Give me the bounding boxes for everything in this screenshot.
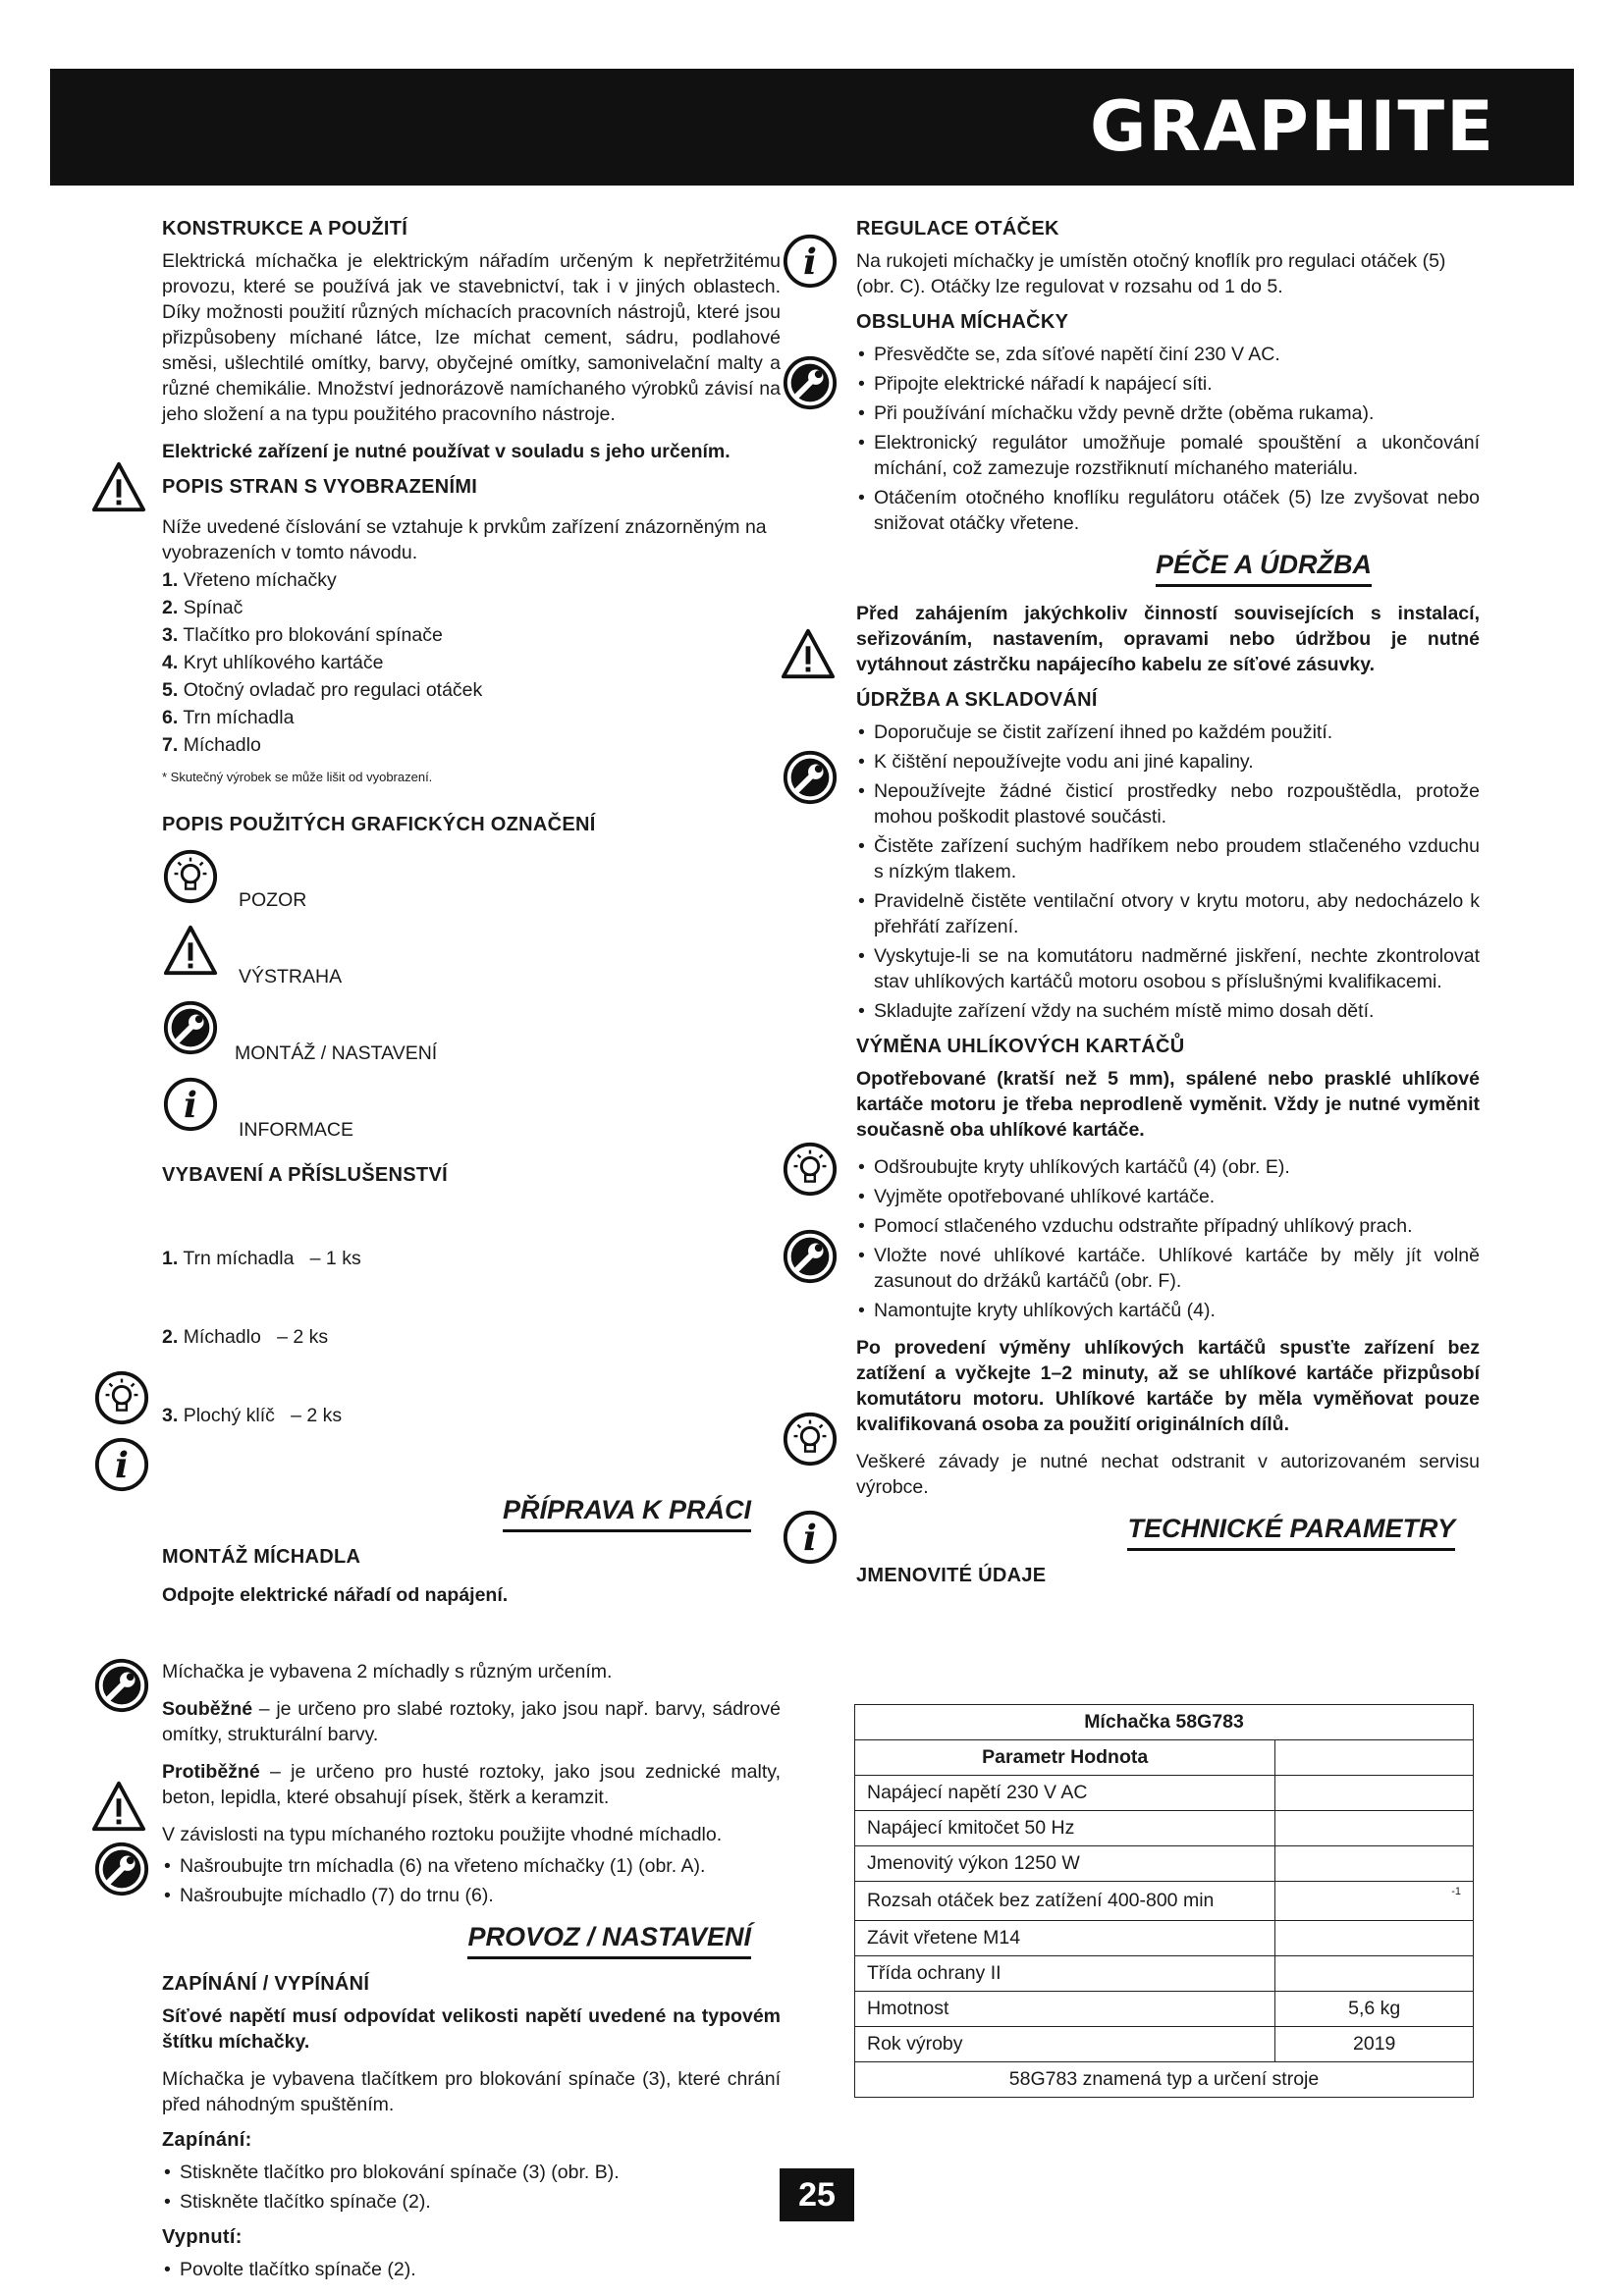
montaz-steps — [162, 1853, 781, 1908]
regulace-body: Na rukojeti míchačky je umístěn otočný knoflík pro regulaci otáček (5) (obr. C). Otáčky lze regulovat v rozsahu od 1 do 5. — [856, 250, 1446, 297]
list-item: • Povolte tlačítko spínače (2). — [162, 2257, 781, 2282]
vymena-after: Po provedení výměny uhlíkových kartáčů spusťte zařízení bez zatížení a vyčkejte 1–2 minuty, až se uhlíkové kartáče přizpůsobí komutátoru motoru. Uhlíkové kartáče by měla vyměňovat pouze kvalifikovaná osoba za použití originálních dílů. — [856, 1337, 1480, 1435]
page-number: 25 — [780, 2168, 854, 2221]
list-item: 5. Otočný ovladač pro regulaci otáček — [162, 679, 483, 701]
wrench-icon — [782, 749, 839, 806]
wrench-icon — [782, 1228, 839, 1285]
list-item: 4. Kryt uhlíkového kartáče — [162, 652, 384, 673]
list-item: • Pravidelně čistěte ventilační otvory v krytu motoru, aby nedocházelo k přehřátí zařízení. — [856, 888, 1480, 939]
table-row: Napájecí kmitočet 50 Hz — [855, 1811, 1474, 1846]
list-item: 6. Trn míchadla — [162, 707, 295, 728]
table-param-header: Parametr Hodnota — [855, 1740, 1275, 1776]
udrzba-list — [856, 720, 1480, 1024]
lock-text: Míchačka je vybavena tlačítkem pro blokování spínače (3), které chrání před náhodným spuštěním. — [162, 2068, 781, 2115]
zapinani-heading: ZAPÍNÁNÍ / VYPÍNÁNÍ — [162, 1973, 370, 1995]
vybaveni-list — [162, 1195, 781, 1481]
montaz-heading: MONTÁŽ MÍCHADLA — [162, 1546, 361, 1568]
list-item: • Vložte nové uhlíkové kartáče. Uhlíkové kartáče by měly jít volně zasunout do držáků kartáčů (obr. F). — [856, 1243, 1480, 1294]
table-row: Závit vřetene M14 — [855, 1921, 1474, 1956]
voltage-warning: Síťové napětí musí odpovídat velikosti napětí uvedené na typovém štítku míchačky. — [162, 2005, 781, 2053]
table-row: Jmenovitý výkon 1250 W — [855, 1846, 1474, 1882]
list-item: 7. Míchadlo — [162, 734, 261, 756]
left-column — [162, 218, 781, 2294]
brand-logo: GRAPHITE — [1089, 86, 1495, 167]
list-item: • Otáčením otočného knoflíku regulátoru otáček (5) lze zvyšovat nebo snižovat otáčky vřetene. — [856, 485, 1480, 536]
obsluha-list — [856, 342, 1480, 536]
list-item: 3. Plochý klíč – 2 ks — [162, 1405, 343, 1426]
symbol-vystraha-label: VÝSTRAHA — [239, 966, 343, 988]
warning-icon — [90, 1779, 147, 1836]
pece-title: PÉČE A ÚDRŽBA — [1156, 550, 1372, 587]
info-icon — [782, 1509, 839, 1566]
table-cell — [1275, 1740, 1474, 1776]
table-row: Rok výroby 2019 — [855, 2027, 1474, 2062]
table-row: Hmotnost 5,6 kg — [855, 1992, 1474, 2027]
tech-params-table — [854, 1704, 1474, 2098]
off-steps — [162, 2257, 781, 2282]
priprava-title: PŘÍPRAVA K PRÁCI — [503, 1495, 751, 1532]
disconnect-warning: Odpojte elektrické nářadí od napájení. — [162, 1584, 509, 1606]
konstrukce-warning: Elektrické zařízení je nutné používat v souladu s jeho určením. — [162, 441, 731, 462]
bulb-icon — [782, 1411, 839, 1468]
symbol-montaz-label: MONTÁŽ / NASTAVENÍ — [235, 1042, 438, 1064]
list-item: 2. Míchadlo – 2 ks — [162, 1326, 329, 1348]
table-row: Napájecí napětí 230 V AC — [855, 1776, 1474, 1811]
list-item: • Vyskytuje-li se na komutátoru nadměrné jiskření, nechte zkontrolovat stav uhlíkových kartáčů motoru osobou s příslušnými kvalifikacemi. — [856, 943, 1480, 994]
regulace-heading: REGULACE OTÁČEK — [856, 218, 1059, 240]
list-item: • Přesvědčte se, zda síťové napětí činí 230 V AC. — [856, 342, 1480, 367]
symbol-informace-label: INFORMACE — [239, 1119, 353, 1141]
list-item: • Pomocí stlačeného vzduchu odstraňte případný uhlíkový prach. — [856, 1213, 1480, 1239]
vymena-service: Veškeré závady je nutné nechat odstranit v autorizovaném servisu výrobce. — [856, 1451, 1480, 1498]
konstrukce-heading: KONSTRUKCE A POUŽITÍ — [162, 218, 408, 240]
wrench-icon — [782, 354, 839, 411]
list-item: 3. Tlačítko pro blokování spínače — [162, 624, 443, 646]
table-row: Rozsah otáček bez zatížení 400-800 min -1 — [855, 1882, 1474, 1921]
table-row: Třída ochrany II — [855, 1956, 1474, 1992]
info-icon — [162, 1076, 219, 1133]
list-item: • K čištění nepoužívejte vodu ani jiné kapaliny. — [856, 749, 1480, 774]
on-steps — [162, 2160, 781, 2215]
warning-icon — [780, 626, 837, 683]
list-item: • Nepoužívejte žádné čisticí prostředky nebo rozpouštědla, protože mohou poškodit plastové součásti. — [856, 778, 1480, 829]
wrench-icon — [93, 1841, 150, 1897]
warning-icon — [90, 459, 147, 516]
list-item: • Odšroubujte kryty uhlíkových kartáčů (4) (obr. E). — [856, 1154, 1480, 1180]
off-label: Vypnutí: — [162, 2226, 243, 2248]
list-item: • Stiskněte tlačítko spínače (2). — [162, 2189, 781, 2215]
vymena-heading: VÝMĚNA UHLÍKOVÝCH KARTÁČŮ — [856, 1036, 1185, 1057]
konstrukce-body: Elektrická míchačka je elektrickým nářadím určeným k nepřetržitému provozu, které se používá jak ve stavebnictví, tak i v jiných oblastech. Díky možnosti použití různých míchacích pracovních nástrojů, které jsou přizpůsobeny míchané látce, lze míchat cement, sádru, podlahové směsi, ušlechtilé omítky, barvy, obyčejné omítky, samonivelační malty a různé chemikálie. Množství jednorázově namíchaného výrobků závisí na jeho složení a na typu použitého pracovního nástroje. — [162, 250, 781, 425]
symbols-heading: POPIS POUŽITÝCH GRAFICKÝCH OZNAČENÍ — [162, 814, 596, 835]
list-item: • Stiskněte tlačítko pro blokování spínače (3) (obr. B). — [162, 2160, 781, 2185]
header-bar — [50, 69, 1574, 186]
table-footer: 58G783 znamená typ a určení stroje — [855, 2062, 1474, 2098]
pece-warning: Před zahájením jakýchkoliv činností souvisejících s instalací, seřizováním, nastavením, opravami nebo údržbou je nutné vytáhnout zástrčku napájecího kabelu ze síťové zásuvky. — [856, 603, 1480, 675]
list-item: • Čistěte zařízení suchým hadříkem nebo proudem stlačeného vzduchu s nízkým tlakem. — [856, 833, 1480, 884]
list-item: • Našroubujte trn míchadla (6) na vřeteno míchačky (1) (obr. A). — [162, 1853, 781, 1879]
list-item: 1. Trn míchadla – 1 ks — [162, 1248, 361, 1269]
list-item: 2. Spínač — [162, 597, 244, 618]
list-item: • Elektronický regulátor umožňuje pomalé spouštění a ukončování míchání, což zamezuje rozstřiknutí míchaného materiálu. — [856, 430, 1480, 481]
list-item: • Připojte elektrické nářadí k napájecí síti. — [856, 371, 1480, 397]
list-item: • Doporučuje se čistit zařízení ihned po každém použití. — [856, 720, 1480, 745]
vymena-warning: Opotřebované (kratší než 5 mm), spálené nebo prasklé uhlíkové kartáče motoru je třeba neprodleně vyměnit. Vždy je nutné vyměnit současně oba uhlíkové kartáče. — [856, 1068, 1480, 1141]
symbol-pozor-label: POZOR — [239, 889, 307, 911]
vymena-list — [856, 1154, 1480, 1323]
popis-intro: Níže uvedené číslování se vztahuje k prvkům zařízení znázorněným na vyobrazeních v tomto návodu. — [162, 516, 767, 563]
bulb-icon — [782, 1141, 839, 1198]
wrench-icon — [93, 1657, 150, 1714]
popis-list — [162, 567, 781, 758]
protibezne-text: Protiběžné – je určeno pro husté roztoky, jako jsou zednické malty, beton, lepidla, které obsahují písek, štěrk a keramzit. — [162, 1761, 781, 1808]
warning-icon — [162, 923, 219, 980]
bulb-icon — [162, 848, 219, 905]
jmenovite-heading: JMENOVITÉ ÚDAJE — [856, 1565, 1047, 1586]
right-column — [856, 218, 1480, 1595]
bulb-icon — [93, 1369, 150, 1426]
popis-heading: POPIS STRAN S VYOBRAZENÍMI — [162, 476, 478, 498]
vybaveni-heading: VYBAVENÍ A PŘÍSLUŠENSTVÍ — [162, 1164, 448, 1186]
info-icon — [93, 1436, 150, 1493]
obsluha-heading: OBSLUHA MÍCHAČKY — [856, 311, 1069, 333]
table-model: Míchačka 58G783 — [855, 1705, 1474, 1740]
soubezne-text: Souběžné – je určeno pro slabé roztoky, jako jsou např. barvy, sádrové omítky, strukturální barvy. — [162, 1698, 781, 1745]
on-label: Zapínání: — [162, 2129, 252, 2151]
provoz-title: PROVOZ / NASTAVENÍ — [467, 1922, 751, 1959]
list-item: • Při používání míchačku vždy pevně držte (oběma rukama). — [856, 400, 1480, 426]
list-item: • Vyjměte opotřebované uhlíkové kartáče. — [856, 1184, 1480, 1209]
list-item: • Našroubujte míchadlo (7) do trnu (6). — [162, 1883, 781, 1908]
mixer-info: Míchačka je vybavena 2 míchadly s různým určením. — [162, 1661, 613, 1682]
info-icon — [782, 233, 839, 290]
list-item: 1. Vřeteno míchačky — [162, 569, 337, 591]
popis-note: * Skutečný výrobek se může lišit od vyobrazení. — [162, 770, 433, 784]
list-item: • Namontujte kryty uhlíkových kartáčů (4). — [856, 1298, 1480, 1323]
wrench-icon — [162, 999, 219, 1056]
choose-text: V závislosti na typu míchaného roztoku použijte vhodné míchadlo. — [162, 1824, 723, 1845]
udrzba-heading: ÚDRŽBA A SKLADOVÁNÍ — [856, 689, 1098, 711]
list-item: • Skladujte zařízení vždy na suchém místě mimo dosah dětí. — [856, 998, 1480, 1024]
tech-title: TECHNICKÉ PARAMETRY — [1127, 1514, 1455, 1551]
